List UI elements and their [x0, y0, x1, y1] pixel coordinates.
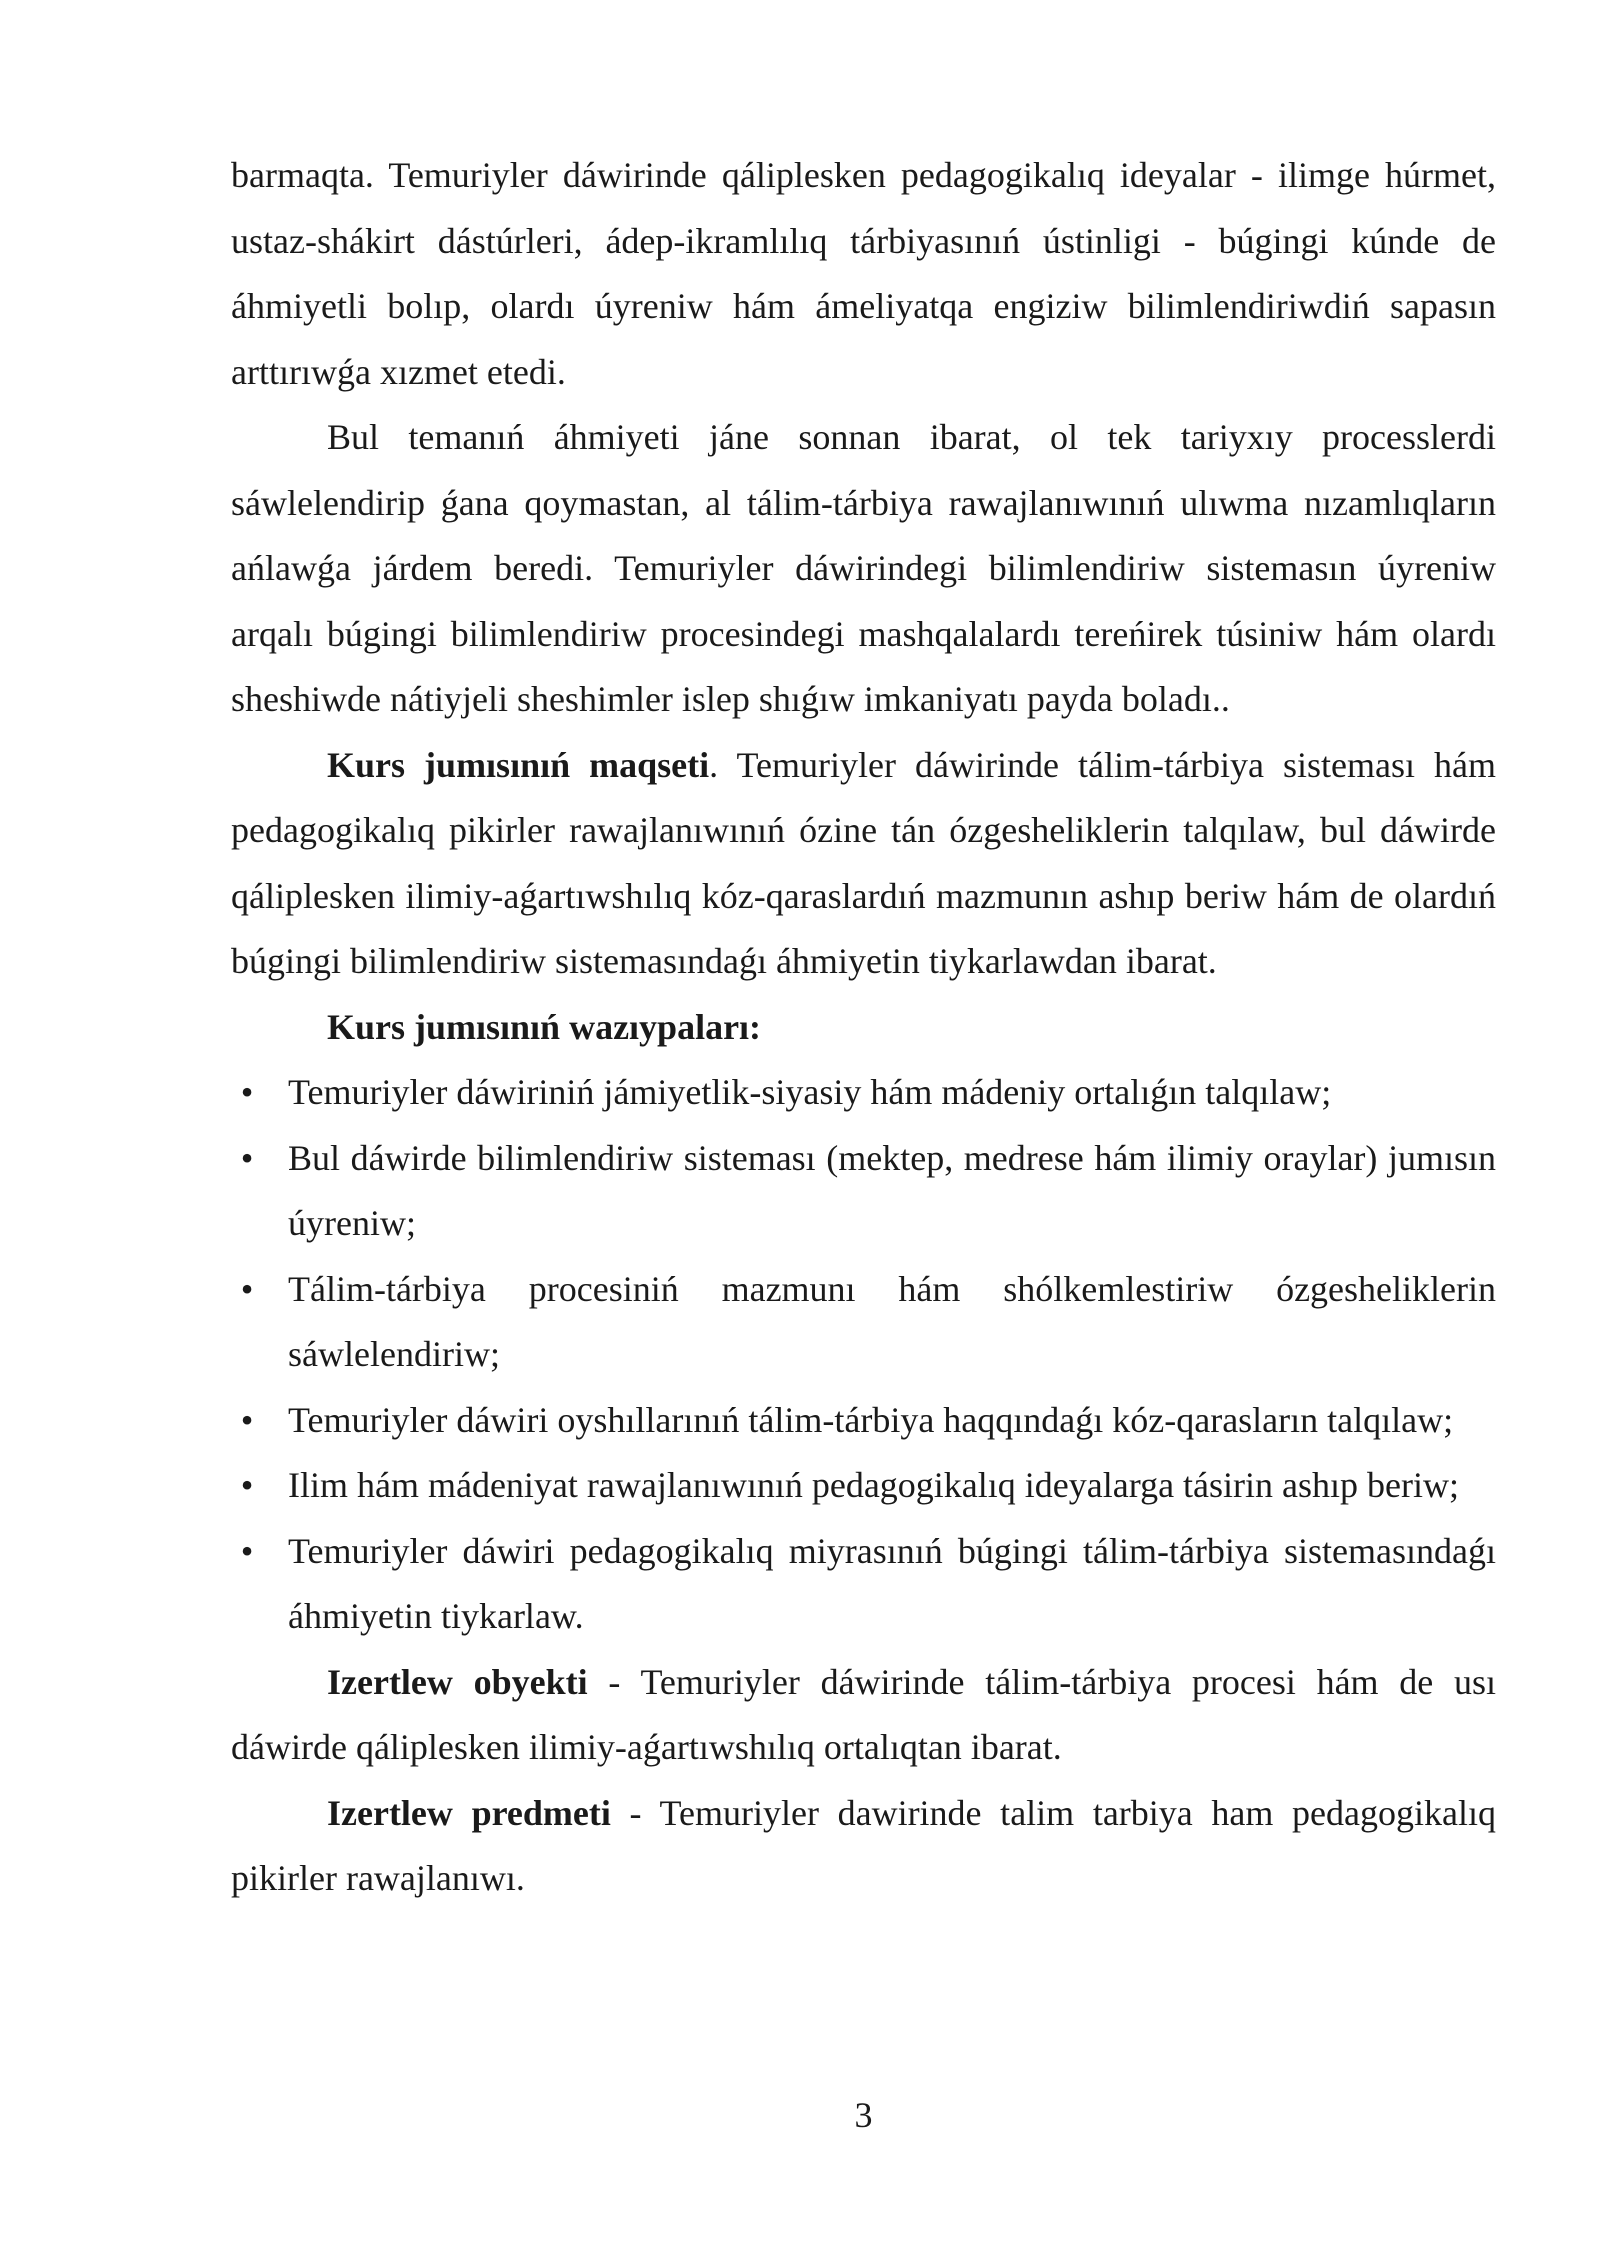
- paragraph-course-tasks-heading: [231, 995, 1496, 1061]
- course-goal-text: . Temuriyler dáwirinde tálim-tárbiya sisteması hám pedagogikalıq pikirler rawajlanıwınıń ózine tán ózgesheliklerin talqılaw, bul dáwirde qáliplesken ilimiy-aǵartıwshılıq kóz-qaraslardıń mazmunın ashıp beriw hám de olardıń búgingi bilimlendiriw sistemasındaǵı áhmiyetin tiykarlawdan ibarat.: [231, 744, 1496, 981]
- bullet-icon: •: [240, 1465, 254, 1505]
- bullet-icon: •: [240, 1530, 254, 1571]
- bullet-icon: •: [240, 1268, 254, 1309]
- bullet-icon: •: [240, 1137, 254, 1178]
- research-object-text: - Temuriyler dáwirinde tálim-tárbiya procesi hám de usı dáwirde qáliplesken ilimiy-aǵartıwshılıq ortalıqtan ibarat.: [231, 1661, 1496, 1767]
- course-goal-heading: Kurs jumısınıń maqseti: [327, 744, 710, 785]
- list-item-text: Temuriyler dáwiriniń jámiyetlik-siyasiy hám mádeniy ortalıǵın talqılaw;: [288, 1072, 1332, 1112]
- list-item-text: Temuriyler dáwiri oyshıllarınıń tálim-tárbiya haqqındaǵı kóz-qarasların talqılaw;: [288, 1399, 1454, 1440]
- list-item: [231, 1388, 1496, 1454]
- bullet-icon: •: [240, 1072, 254, 1112]
- list-item-text: Bul dáwirde bilimlendiriw sisteması (mektep, medrese hám ilimiy oraylar) jumısın úyreniw;: [288, 1137, 1496, 1243]
- paragraph-research-subject: [231, 1781, 1496, 1912]
- paragraph-course-goal: [231, 733, 1496, 995]
- research-subject-heading: Izertlew predmeti: [327, 1792, 611, 1833]
- research-object-heading: Izertlew obyekti: [327, 1661, 588, 1702]
- list-item-text: Temuriyler dáwiri pedagogikalıq miyrasınıń búgingi tálim-tárbiya sistemasındaǵı áhmiyetin tiykarlaw.: [288, 1530, 1496, 1636]
- list-item: [231, 1060, 1496, 1126]
- course-tasks-heading: Kurs jumısınıń wazıypaları:: [327, 1006, 762, 1047]
- research-subject-text: - Temuriyler dawirinde talim tarbiya ham pedagogikalıq pikirler rawajlanıwı.: [231, 1792, 1496, 1898]
- paragraph-research-object: [231, 1650, 1496, 1781]
- paragraph-intro-continuation: barmaqta. Temuriyler dáwirinde qáliplesken pedagogikalıq ideyalar - ilimge húrmet, ustaz-shákirt dástúrleri, ádep-ikramlılıq tárbiyasınıń ústinligi - búgingi kúnde de áhmiyetli bolıp, olardı úyreniw hám ámeliyatqa engiziw bilimlendiriwdiń sapasın arttırıwǵa xızmet etedi.: [231, 155, 1496, 392]
- list-item: [231, 1519, 1496, 1650]
- list-item-text: Ilim hám mádeniyat rawajlanıwınıń pedagogikalıq ideyalarga tásirin ashıp beriw;: [288, 1465, 1459, 1505]
- page-number: 3: [854, 2095, 873, 2135]
- list-item: [231, 1453, 1496, 1519]
- paragraph-topic-importance: Bul temanıń áhmiyeti jáne sonnan ibarat, ol tek tariyxıy processlerdi sáwlelendirip ǵana qoymastan, al tálim-tárbiya rawajlanıwınıń ulıwma nızamlıqların ańlawǵa járdem beredi. Temuriyler dáwirindegi bilimlendiriw sistemasın úyreniw arqalı búgingi bilimlendiriw procesindegi mashqalalardı tereńirek túsiniw hám olardı sheshiwde nátiyjeli sheshimler islep shıǵıw imkaniyatı payda boladı..: [231, 417, 1496, 719]
- list-item-text: Tálim-tárbiya procesiniń mazmunı hám shólkemlestiriw ózgesheliklerin sáwlelendiriw;: [288, 1268, 1496, 1374]
- list-item: [231, 1257, 1496, 1388]
- course-tasks-list: [231, 1060, 1496, 1650]
- document-body: [231, 143, 1496, 1912]
- list-item: [231, 1126, 1496, 1257]
- bullet-icon: •: [240, 1399, 254, 1440]
